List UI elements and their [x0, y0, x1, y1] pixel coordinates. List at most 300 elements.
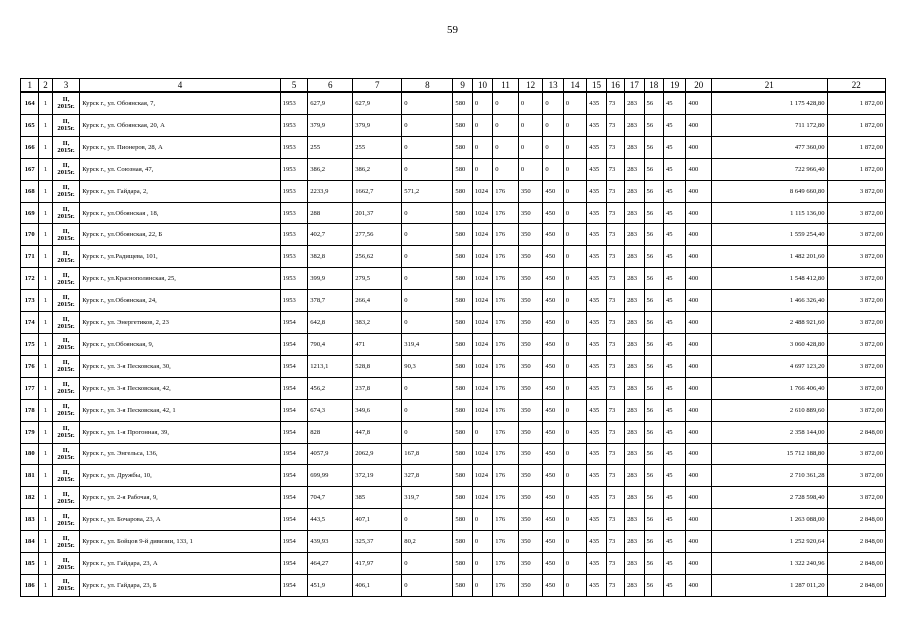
cell-c14: 0	[563, 268, 587, 290]
cell-address: Курск г., ул. Обоянская, 7,	[80, 92, 280, 114]
cell-c11: 176	[493, 290, 519, 312]
cell-c18: 56	[644, 574, 663, 596]
period-stage: II,	[62, 446, 70, 454]
cell-period	[52, 509, 80, 531]
cell-c22: 2 848,00	[827, 509, 885, 531]
cell-c6: 699,99	[308, 465, 353, 487]
cell-c11: 176	[493, 531, 519, 553]
table-row	[21, 465, 886, 487]
cell-period	[52, 487, 80, 509]
cell-c14: 0	[563, 290, 587, 312]
cell-row-number: 184	[21, 531, 39, 553]
cell-c14: 0	[563, 509, 587, 531]
cell-year: 1953	[280, 158, 308, 180]
period-year: 2015г.	[57, 234, 75, 242]
cell-c10: 1024	[472, 399, 492, 421]
period-stage: II,	[62, 118, 70, 126]
cell-address: Курск г., ул.Обоянская, 24,	[80, 290, 280, 312]
cell-period	[52, 377, 80, 399]
cell-c8: 319,7	[402, 487, 453, 509]
cell-col-2: 1	[39, 443, 52, 465]
cell-row-number: 172	[21, 268, 39, 290]
cell-year: 1953	[280, 136, 308, 158]
cell-c18: 56	[644, 399, 663, 421]
column-header-4: 4	[80, 79, 280, 93]
cell-c16: 73	[606, 114, 624, 136]
cell-c21: 1 252 920,64	[711, 531, 827, 553]
cell-c20: 400	[686, 290, 712, 312]
cell-year: 1953	[280, 290, 308, 312]
cell-period	[52, 290, 80, 312]
cell-period	[52, 224, 80, 246]
cell-c19: 45	[663, 136, 685, 158]
cell-row-number: 177	[21, 377, 39, 399]
period-stage: II,	[62, 578, 70, 586]
cell-c13: 450	[543, 399, 563, 421]
cell-c9: 580	[453, 465, 472, 487]
cell-c9: 580	[453, 509, 472, 531]
cell-c13: 450	[543, 465, 563, 487]
cell-row-number: 186	[21, 574, 39, 596]
cell-c22: 3 872,00	[827, 290, 885, 312]
cell-year: 1954	[280, 312, 308, 334]
cell-c12: 350	[518, 180, 543, 202]
cell-c14: 0	[563, 487, 587, 509]
cell-c15: 435	[587, 509, 606, 531]
table-row	[21, 224, 886, 246]
cell-c6: 378,7	[308, 290, 353, 312]
cell-period	[52, 268, 80, 290]
table-row	[21, 290, 886, 312]
cell-c22: 2 848,00	[827, 553, 885, 575]
column-header-20: 20	[686, 79, 712, 93]
cell-address: Курск г., ул. Пионеров, 28, А	[80, 136, 280, 158]
cell-c7: 349,6	[353, 399, 402, 421]
cell-c7: 201,37	[353, 202, 402, 224]
cell-col-2: 1	[39, 290, 52, 312]
cell-c13: 0	[543, 114, 563, 136]
cell-col-2: 1	[39, 114, 52, 136]
cell-period	[52, 553, 80, 575]
period-year: 2015г.	[57, 497, 75, 505]
period-year: 2015г.	[57, 410, 75, 418]
period-year: 2015г.	[57, 519, 75, 527]
header-row	[21, 79, 886, 93]
cell-c12: 350	[518, 574, 543, 596]
cell-address: Курск г., ул. Энергетиков, 2, 23	[80, 312, 280, 334]
period-year: 2015г.	[57, 300, 75, 308]
cell-row-number: 175	[21, 333, 39, 355]
cell-c16: 73	[606, 312, 624, 334]
cell-c10: 0	[472, 509, 492, 531]
cell-c16: 73	[606, 180, 624, 202]
cell-c21: 1 115 136,00	[711, 202, 827, 224]
cell-c18: 56	[644, 180, 663, 202]
cell-c18: 56	[644, 246, 663, 268]
cell-row-number: 168	[21, 180, 39, 202]
cell-c19: 45	[663, 158, 685, 180]
cell-c12: 350	[518, 421, 543, 443]
cell-c17: 283	[625, 92, 644, 114]
cell-c9: 580	[453, 202, 472, 224]
table-row	[21, 421, 886, 443]
cell-c16: 73	[606, 487, 624, 509]
cell-c7: 627,9	[353, 92, 402, 114]
cell-c14: 0	[563, 136, 587, 158]
period-year: 2015г.	[57, 103, 75, 111]
cell-col-2: 1	[39, 180, 52, 202]
cell-c21: 2 728 598,40	[711, 487, 827, 509]
cell-c16: 73	[606, 465, 624, 487]
cell-c18: 56	[644, 509, 663, 531]
cell-c14: 0	[563, 202, 587, 224]
cell-c10: 0	[472, 158, 492, 180]
period-year: 2015г.	[57, 585, 75, 593]
cell-col-2: 1	[39, 158, 52, 180]
cell-c8: 0	[402, 92, 453, 114]
cell-c18: 56	[644, 312, 663, 334]
cell-c8: 0	[402, 290, 453, 312]
period-year: 2015г.	[57, 322, 75, 330]
cell-c9: 580	[453, 333, 472, 355]
cell-c16: 73	[606, 399, 624, 421]
page-number: 59	[447, 24, 458, 36]
cell-c7: 277,56	[353, 224, 402, 246]
cell-c14: 0	[563, 399, 587, 421]
cell-year: 1954	[280, 553, 308, 575]
cell-c10: 1024	[472, 268, 492, 290]
cell-c15: 435	[587, 443, 606, 465]
cell-c22: 3 872,00	[827, 202, 885, 224]
cell-c15: 435	[587, 158, 606, 180]
cell-col-2: 1	[39, 399, 52, 421]
cell-c9: 580	[453, 399, 472, 421]
cell-c22: 3 872,00	[827, 224, 885, 246]
column-header-14: 14	[563, 79, 587, 93]
cell-c7: 255	[353, 136, 402, 158]
table-row	[21, 246, 886, 268]
cell-c22: 3 872,00	[827, 355, 885, 377]
cell-c6: 402,7	[308, 224, 353, 246]
cell-c17: 283	[625, 355, 644, 377]
cell-year: 1953	[280, 224, 308, 246]
cell-c7: 447,8	[353, 421, 402, 443]
cell-c15: 435	[587, 268, 606, 290]
cell-row-number: 167	[21, 158, 39, 180]
cell-c9: 580	[453, 180, 472, 202]
cell-c17: 283	[625, 333, 644, 355]
cell-col-2: 1	[39, 202, 52, 224]
cell-c12: 350	[518, 202, 543, 224]
cell-c6: 379,9	[308, 114, 353, 136]
table-row	[21, 355, 886, 377]
cell-c7: 256,62	[353, 246, 402, 268]
period-stage: II,	[62, 293, 70, 301]
cell-c10: 1024	[472, 465, 492, 487]
cell-c19: 45	[663, 465, 685, 487]
cell-c9: 580	[453, 136, 472, 158]
cell-c7: 528,8	[353, 355, 402, 377]
cell-c8: 0	[402, 136, 453, 158]
cell-c13: 450	[543, 224, 563, 246]
cell-c8: 0	[402, 377, 453, 399]
cell-c22: 1 872,00	[827, 114, 885, 136]
cell-period	[52, 574, 80, 596]
column-header-3: 3	[52, 79, 80, 93]
cell-c16: 73	[606, 531, 624, 553]
cell-c15: 435	[587, 246, 606, 268]
cell-c11: 176	[493, 312, 519, 334]
table-row	[21, 574, 886, 596]
cell-c10: 1024	[472, 333, 492, 355]
cell-c22: 3 872,00	[827, 399, 885, 421]
cell-c14: 0	[563, 92, 587, 114]
cell-c20: 400	[686, 333, 712, 355]
cell-period	[52, 333, 80, 355]
cell-year: 1954	[280, 443, 308, 465]
cell-c10: 1024	[472, 246, 492, 268]
cell-c13: 450	[543, 574, 563, 596]
cell-period	[52, 355, 80, 377]
cell-c12: 350	[518, 443, 543, 465]
cell-c14: 0	[563, 377, 587, 399]
cell-c8: 0	[402, 399, 453, 421]
cell-year: 1954	[280, 487, 308, 509]
cell-c13: 450	[543, 531, 563, 553]
cell-c22: 2 848,00	[827, 574, 885, 596]
cell-row-number: 180	[21, 443, 39, 465]
cell-c10: 1024	[472, 377, 492, 399]
cell-c19: 45	[663, 268, 685, 290]
table-row	[21, 136, 886, 158]
cell-row-number: 164	[21, 92, 39, 114]
cell-c17: 283	[625, 312, 644, 334]
cell-c21: 722 966,40	[711, 158, 827, 180]
cell-c8: 571,2	[402, 180, 453, 202]
cell-address: Курск г., ул. Гайдара, 23, А	[80, 553, 280, 575]
cell-col-2: 1	[39, 355, 52, 377]
cell-c19: 45	[663, 574, 685, 596]
cell-c9: 580	[453, 224, 472, 246]
period-stage: II,	[62, 184, 70, 192]
period-stage: II,	[62, 206, 70, 213]
cell-c22: 3 872,00	[827, 465, 885, 487]
cell-c20: 400	[686, 202, 712, 224]
cell-col-2: 1	[39, 246, 52, 268]
cell-period	[52, 399, 80, 421]
table-row	[21, 487, 886, 509]
cell-c19: 45	[663, 312, 685, 334]
cell-col-2: 1	[39, 421, 52, 443]
cell-col-2: 1	[39, 312, 52, 334]
period-year: 2015г.	[57, 125, 75, 133]
cell-c11: 176	[493, 399, 519, 421]
cell-c18: 56	[644, 531, 663, 553]
cell-c20: 400	[686, 487, 712, 509]
cell-c8: 0	[402, 224, 453, 246]
cell-c11: 176	[493, 574, 519, 596]
cell-c19: 45	[663, 443, 685, 465]
cell-c21: 1 766 406,40	[711, 377, 827, 399]
cell-c21: 1 287 011,20	[711, 574, 827, 596]
cell-c14: 0	[563, 421, 587, 443]
column-header-13: 13	[543, 79, 563, 93]
table-row	[21, 377, 886, 399]
cell-c6: 674,3	[308, 399, 353, 421]
cell-c16: 73	[606, 509, 624, 531]
cell-c21: 711 172,80	[711, 114, 827, 136]
cell-c16: 73	[606, 202, 624, 224]
table-row	[21, 158, 886, 180]
cell-row-number: 165	[21, 114, 39, 136]
cell-c18: 56	[644, 136, 663, 158]
cell-c10: 0	[472, 136, 492, 158]
table-row	[21, 268, 886, 290]
cell-c15: 435	[587, 224, 606, 246]
cell-address: Курск г., ул. 2-я Рабочая, 9,	[80, 487, 280, 509]
cell-year: 1954	[280, 465, 308, 487]
cell-c22: 3 872,00	[827, 180, 885, 202]
cell-c8: 327,8	[402, 465, 453, 487]
cell-c9: 580	[453, 114, 472, 136]
cell-c11: 0	[493, 136, 519, 158]
period-stage: II,	[62, 512, 70, 520]
cell-address: Курск г., ул.Обоянская, 9,	[80, 333, 280, 355]
cell-col-2: 1	[39, 531, 52, 553]
table-row	[21, 114, 886, 136]
cell-c9: 580	[453, 290, 472, 312]
cell-c14: 0	[563, 465, 587, 487]
cell-c19: 45	[663, 553, 685, 575]
cell-c16: 73	[606, 355, 624, 377]
cell-year: 1954	[280, 574, 308, 596]
cell-c19: 45	[663, 421, 685, 443]
cell-c10: 0	[472, 114, 492, 136]
cell-c12: 350	[518, 268, 543, 290]
cell-c7: 237,8	[353, 377, 402, 399]
cell-c17: 283	[625, 574, 644, 596]
cell-c12: 350	[518, 355, 543, 377]
cell-period	[52, 312, 80, 334]
cell-c9: 580	[453, 487, 472, 509]
table-body	[21, 92, 886, 597]
cell-address: Курск г., ул.Обоянская, 22, Б	[80, 224, 280, 246]
cell-address: Курск г., ул. Дружбы, 10,	[80, 465, 280, 487]
cell-c15: 435	[587, 333, 606, 355]
column-header-1: 1	[21, 79, 39, 93]
cell-c13: 0	[543, 136, 563, 158]
cell-period	[52, 92, 80, 114]
cell-c16: 73	[606, 158, 624, 180]
cell-col-2: 1	[39, 509, 52, 531]
cell-c6: 704,7	[308, 487, 353, 509]
period-stage: II,	[62, 271, 70, 279]
cell-address: Курск г., ул.Краснополянская, 25,	[80, 268, 280, 290]
table-row	[21, 509, 886, 531]
cell-c20: 400	[686, 92, 712, 114]
cell-c9: 580	[453, 312, 472, 334]
cell-c12: 0	[518, 158, 543, 180]
cell-c16: 73	[606, 92, 624, 114]
period-stage: II,	[62, 249, 70, 257]
cell-c22: 1 872,00	[827, 136, 885, 158]
cell-c15: 435	[587, 290, 606, 312]
cell-year: 1953	[280, 246, 308, 268]
cell-row-number: 183	[21, 509, 39, 531]
cell-c22: 1 872,00	[827, 92, 885, 114]
cell-c19: 45	[663, 92, 685, 114]
column-header-11: 11	[493, 79, 519, 93]
period-year: 2015г.	[57, 432, 75, 440]
cell-c13: 450	[543, 246, 563, 268]
cell-c8: 167,8	[402, 443, 453, 465]
cell-c17: 283	[625, 180, 644, 202]
cell-c14: 0	[563, 443, 587, 465]
period-stage: II,	[62, 315, 70, 323]
cell-year: 1954	[280, 421, 308, 443]
cell-year: 1954	[280, 509, 308, 531]
cell-c8: 0	[402, 421, 453, 443]
cell-c6: 451,9	[308, 574, 353, 596]
cell-c12: 350	[518, 312, 543, 334]
cell-c22: 3 872,00	[827, 333, 885, 355]
cell-address: Курск г., ул. Энгельса, 136,	[80, 443, 280, 465]
cell-period	[52, 202, 80, 224]
period-stage: II,	[62, 359, 70, 367]
cell-c6: 1213,1	[308, 355, 353, 377]
table-row	[21, 92, 886, 114]
cell-c9: 580	[453, 92, 472, 114]
cell-c10: 1024	[472, 290, 492, 312]
cell-c21: 2 610 889,60	[711, 399, 827, 421]
cell-col-2: 1	[39, 92, 52, 114]
cell-c13: 0	[543, 158, 563, 180]
cell-c7: 379,9	[353, 114, 402, 136]
cell-c7: 325,37	[353, 531, 402, 553]
cell-c20: 400	[686, 553, 712, 575]
cell-c21: 3 060 428,80	[711, 333, 827, 355]
cell-c14: 0	[563, 333, 587, 355]
cell-c15: 435	[587, 553, 606, 575]
cell-c10: 1024	[472, 180, 492, 202]
cell-col-2: 1	[39, 377, 52, 399]
cell-c17: 283	[625, 399, 644, 421]
cell-c15: 435	[587, 574, 606, 596]
cell-c17: 283	[625, 290, 644, 312]
cell-c22: 3 872,00	[827, 377, 885, 399]
cell-c19: 45	[663, 114, 685, 136]
period-year: 2015г.	[57, 388, 75, 396]
cell-c12: 350	[518, 224, 543, 246]
cell-c22: 3 872,00	[827, 487, 885, 509]
cell-c16: 73	[606, 246, 624, 268]
cell-c15: 435	[587, 312, 606, 334]
cell-c9: 580	[453, 531, 472, 553]
cell-row-number: 176	[21, 355, 39, 377]
cell-c22: 2 848,00	[827, 421, 885, 443]
cell-c18: 56	[644, 443, 663, 465]
column-header-21: 21	[711, 79, 827, 93]
cell-c19: 45	[663, 509, 685, 531]
cell-period	[52, 114, 80, 136]
cell-c12: 350	[518, 465, 543, 487]
cell-address: Курск г., ул. Обоянская, 20, А	[80, 114, 280, 136]
period-stage: II,	[62, 162, 70, 170]
cell-c7: 417,97	[353, 553, 402, 575]
cell-c12: 350	[518, 333, 543, 355]
cell-row-number: 171	[21, 246, 39, 268]
cell-c13: 450	[543, 377, 563, 399]
